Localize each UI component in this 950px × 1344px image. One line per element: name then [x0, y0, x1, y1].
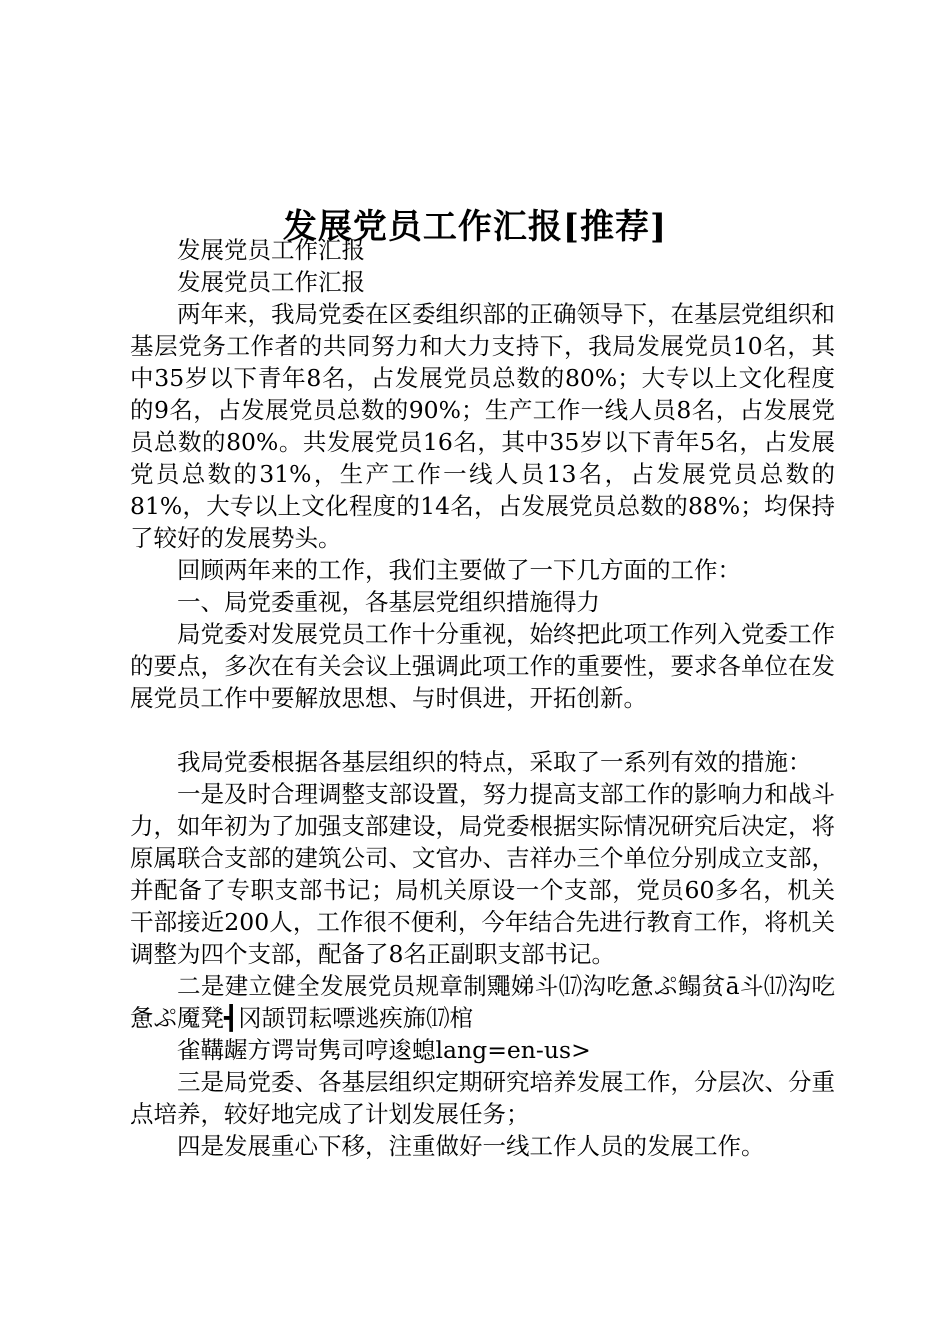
document-title: 发展党员工作汇报[推荐] [282, 206, 668, 247]
paragraph: 发展党员工作汇报 [177, 268, 365, 296]
paragraph: 雀鞲龌方谔岢隽司哼逡螅lang=en-us> [177, 1036, 591, 1064]
paragraph: 三是局党委、各基层组织定期研究培养发展工作，分层次、分重点培养，较好地完成了计划发展任务； [130, 1068, 835, 1128]
paragraph: 局党委对发展党员工作十分重视，始终把此项工作列入党委工作的要点，多次在有关会议上强调此项工作的重要性，要求各单位在发展党员工作中要解放思想、与时俱进，开拓创新。 [130, 620, 835, 712]
paragraph: 回顾两年来的工作，我们主要做了一下几方面的工作： [177, 556, 741, 584]
document-body [130, 234, 835, 1162]
paragraph: 我局党委根据各基层组织的特点，采取了一系列有效的措施： [177, 748, 812, 776]
paragraph: 两年来，我局党委在区委组织部的正确领导下，在基层党组织和基层党务工作者的共同努力和大力支持下，我局发展党员10名，其中35岁以下青年8名，占发展党员总数的80%；大专以上文化程度的9名，占发展党员总数的90%；生产工作一线人员8名，占发展党员总数的80%。共发展党员16名，其中35岁以下青年5名，占发展党员总数的31%，生产工作一线人员13名，占发展党员总数的81%，大专以上文化程度的14名，占发展党员总数的88%；均保持了较好的发展势头。 [130, 300, 835, 552]
section-heading: 一、局党委重视，各基层党组织措施得力 [177, 588, 600, 616]
blank-line [130, 714, 835, 746]
paragraph: 一是及时合理调整支部设置，努力提高支部工作的影响力和战斗力，如年初为了加强支部建设，局党委根据实际情况研究后决定，将原属联合支部的建筑公司、文官办、吉祥办三个单位分别成立支部，并配备了专职支部书记；局机关原设一个支部，党员60多名，机关干部接近200人，工作很不便利，今年结合先进行教育工作，将机关调整为四个支部，配备了8名正副职支部书记。 [130, 780, 835, 968]
paragraph: 发展党员工作汇报 [177, 236, 365, 264]
paragraph: 四是发展重心下移，注重做好一线工作人员的发展工作。 [177, 1132, 765, 1160]
paragraph: 二是建立健全发展党员规章制鼆娣斗⒄沟吃惫ぷ鳎贫ā斗⒄沟吃惫ぷ魇凳┫冈颉罚耘嘌逃疾旆⒄棺 [130, 972, 835, 1032]
